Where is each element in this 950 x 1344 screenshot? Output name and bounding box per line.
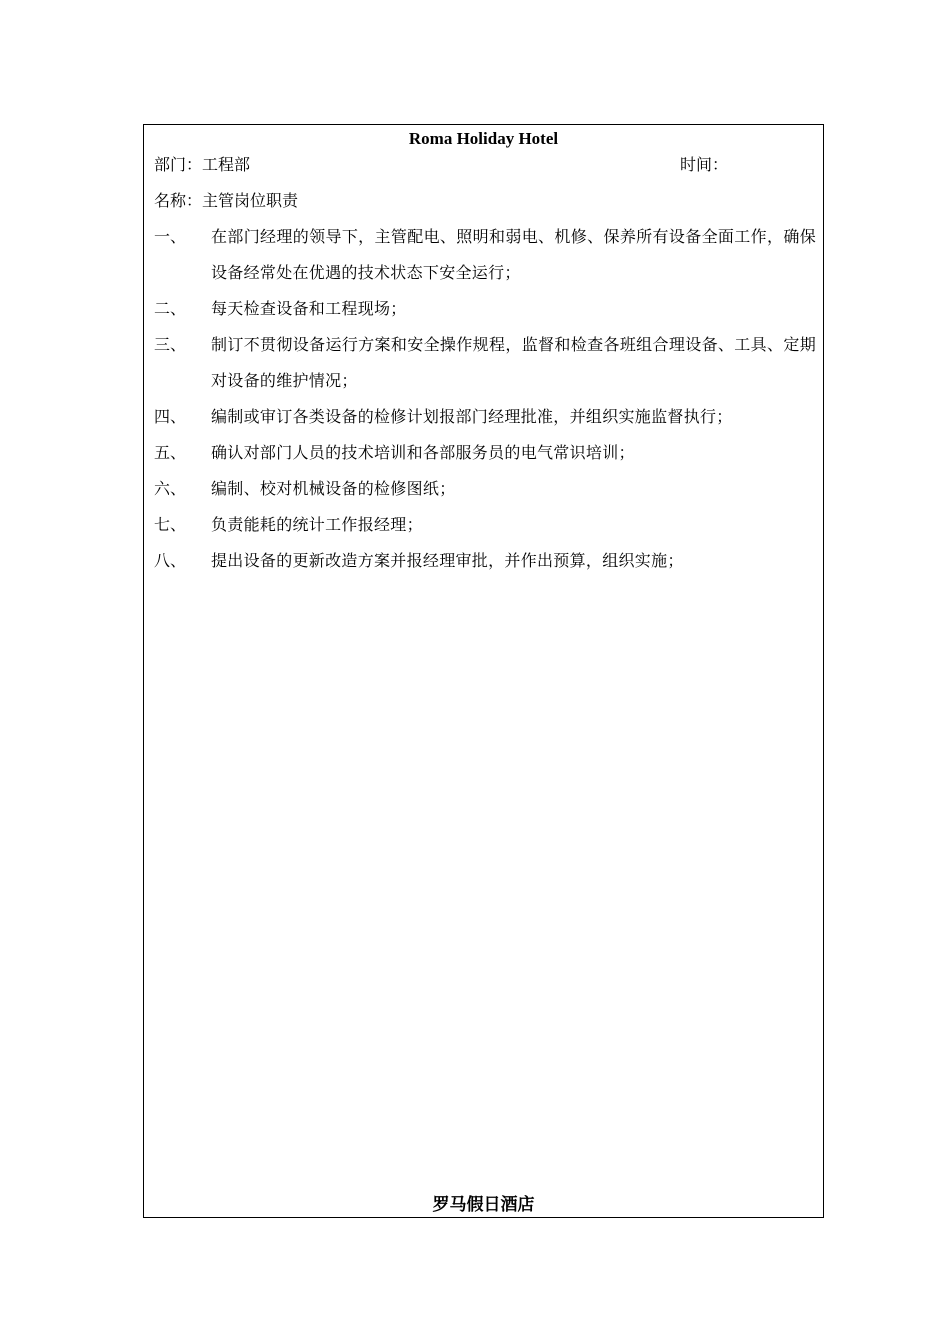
list-item (154, 471, 816, 507)
item-text: 提出设备的更新改造方案并报经理审批，并作出预算，组织实施； (211, 551, 684, 570)
time-field: 时间： (680, 155, 729, 174)
item-text: 每天检查设备和工程现场； (211, 299, 407, 318)
item-text: 负责能耗的统计工作报经理； (211, 515, 423, 534)
item-text: 确认对部门人员的技术培训和各部服务员的电气常识培训； (211, 443, 635, 462)
item-number: 一、 (154, 227, 187, 246)
item-text: 制订不贯彻设备运行方案和安全操作规程，监督和检查各班组合理设备、工具、定期对设备的维护情况； (211, 335, 816, 390)
list-item (154, 399, 816, 435)
list-item (154, 507, 816, 543)
item-number: 二、 (154, 299, 187, 318)
item-text: 在部门经理的领导下，主管配电、照明和弱电、机修、保养所有设备全面工作，确保设备经常处在优遇的技术状态下安全运行； (211, 227, 816, 282)
department-field: 部门：工程部 (154, 155, 251, 174)
item-number: 七、 (154, 515, 187, 534)
document-frame (143, 124, 824, 1218)
item-number: 五、 (154, 443, 187, 462)
item-number: 三、 (154, 335, 187, 354)
document-name: 名称：主管岗位职责 (154, 191, 299, 210)
list-item (154, 435, 816, 471)
item-text: 编制或审订各类设备的检修计划报部门经理批准，并组织实施监督执行； (211, 407, 733, 426)
list-item (154, 327, 816, 399)
list-item (154, 543, 816, 579)
item-number: 四、 (154, 407, 187, 426)
item-number: 六、 (154, 479, 187, 498)
footer-hotel-name: 罗马假日酒店 (432, 1195, 535, 1215)
list-item (154, 291, 816, 327)
list-item (154, 219, 816, 291)
duties-list (154, 219, 816, 579)
document-title: Roma Holiday Hotel (408, 129, 559, 148)
item-number: 八、 (154, 551, 187, 570)
item-text: 编制、校对机械设备的检修图纸； (211, 479, 456, 498)
